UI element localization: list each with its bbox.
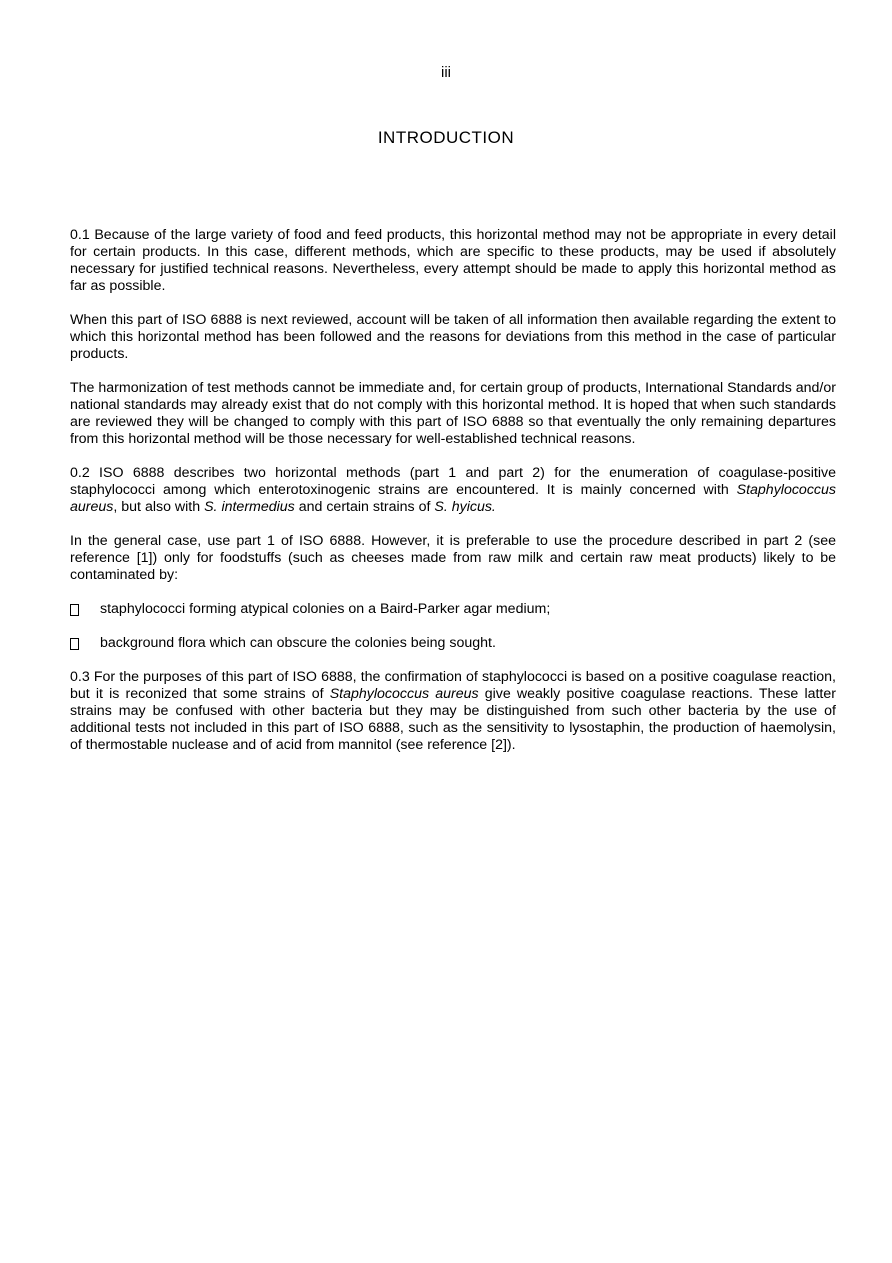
paragraph-general-case: In the general case, use part 1 of ISO 6888. However, it is preferable to use the procedure described in part 2 (see reference [1]) only for foodstuffs (such as cheeses made from raw milk and certain raw meat products) likely to be contaminated by: (70, 533, 836, 583)
paragraph-review: When this part of ISO 6888 is next reviewed, account will be taken of all information then available regarding the extent to which this horizontal method has been followed and the reasons for deviations from this method in the case of particular products. (70, 312, 836, 362)
list-item-text: background flora which can obscure the colonies being sought. (100, 635, 496, 651)
paragraph-0-3 (70, 669, 836, 754)
list-item (70, 601, 836, 618)
list-item-text: staphylococci forming atypical colonies on a Baird-Parker agar medium; (100, 601, 551, 617)
page-title: INTRODUCTION (377, 128, 515, 147)
italic-species-name: S. intermedius (204, 499, 295, 515)
list-item (70, 635, 836, 652)
paragraph-0-1: 0.1 Because of the large variety of food and feed products, this horizontal method may not be appropriate in every detail for certain products. In this case, different methods, which are specific to these products, may be used if absolutely necessary for justified technical reasons. Nevertheless, every attempt should be made to apply this horizontal method as far as possible. (70, 227, 836, 294)
paragraph-harmonization: The harmonization of test methods cannot be immediate and, for certain group of products, International Standards and/or national standards may already exist that do not comply with this horizontal method. It is hoped that when such standards are reviewed they will be changed to comply with this part of ISO 6888 so that eventually the only remaining departures from this horizontal method will be those necessary for well-established technical reasons. (70, 380, 836, 447)
square-bullet-icon (70, 638, 79, 650)
page-number: iii (441, 64, 451, 81)
paragraph-0-2 (70, 465, 836, 516)
text-run: 0.3 For the purposes of this part of ISO 6888, the confirmation of staphylococci is based on a positive coagulase reaction, but it is reconized that some strains of (70, 669, 836, 702)
document-body (70, 227, 836, 771)
italic-species-name: Staphylococcus aureus (70, 482, 836, 515)
square-bullet-icon (70, 604, 79, 616)
text-run: give weakly positive coagulase reactions. These latter strains may be confused with other bacteria but they may be distinguished from such other bacteria by the use of additional tests not included in this part of ISO 6888, such as the sensitivity to lysostaphin, the production of haemolysin, of thermostable nuclease and of acid from mannitol (see reference [2]). (70, 686, 836, 753)
italic-species-name: S. hyicus. (434, 499, 496, 515)
text-run: 0.2 ISO 6888 describes two horizontal methods (part 1 and part 2) for the enumeration of coagulase-positive staphylococci among which enterotoxinogenic strains are encountered. It is mainly concerned with (70, 465, 836, 498)
italic-species-name: Staphylococcus aureus (329, 686, 479, 702)
text-run: and certain strains of (294, 499, 435, 515)
text-run: , but also with (113, 499, 205, 515)
